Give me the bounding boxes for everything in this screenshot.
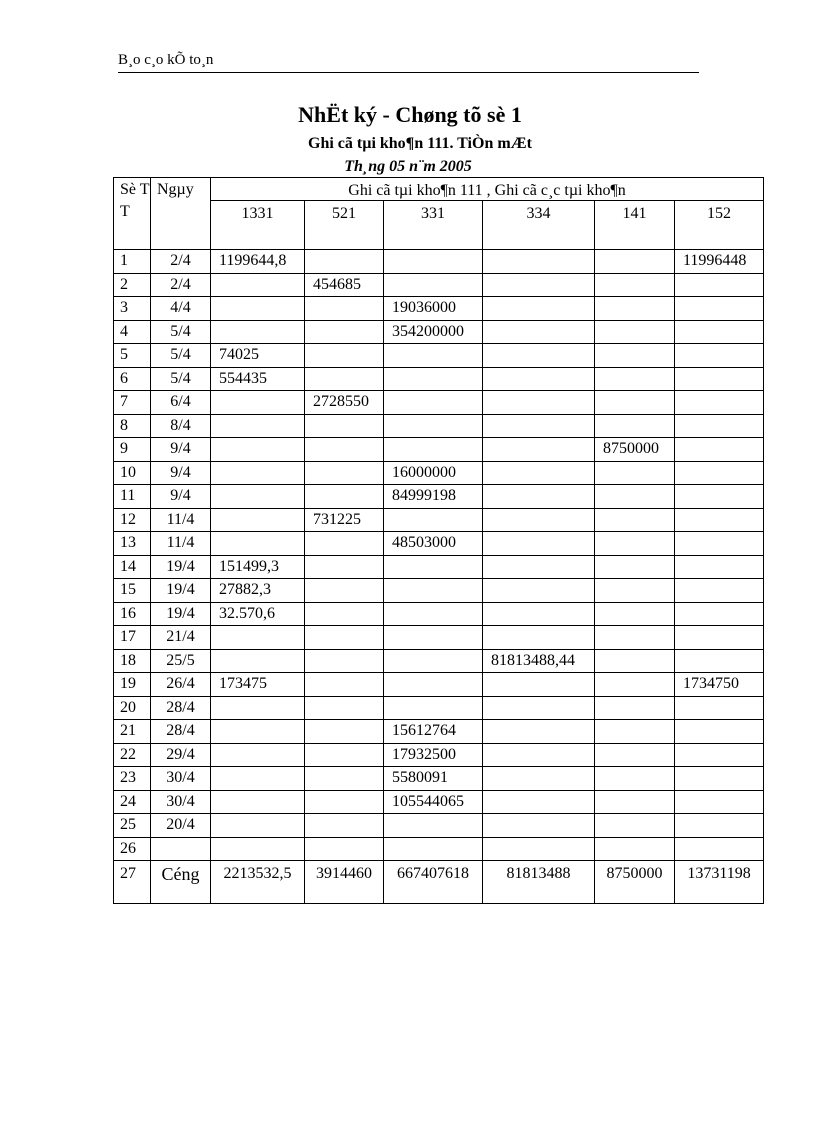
row-number: 3 xyxy=(114,297,151,321)
row-amount xyxy=(675,649,764,673)
row-number: 21 xyxy=(114,720,151,744)
row-date: 28/4 xyxy=(151,696,211,720)
row-amount xyxy=(595,414,675,438)
total-amount: 81813488 xyxy=(483,861,595,904)
ledger-body xyxy=(114,250,764,904)
row-number: 26 xyxy=(114,837,151,861)
row-amount xyxy=(675,626,764,650)
row-amount xyxy=(675,367,764,391)
row-amount xyxy=(483,579,595,603)
row-amount xyxy=(483,673,595,697)
row-amount xyxy=(384,673,483,697)
row-amount xyxy=(483,696,595,720)
row-number: 25 xyxy=(114,814,151,838)
row-amount: 32.570,6 xyxy=(211,602,305,626)
row-amount xyxy=(384,555,483,579)
total-amount: 3914460 xyxy=(305,861,384,904)
row-amount xyxy=(211,485,305,509)
row-date: 5/4 xyxy=(151,320,211,344)
row-date: 19/4 xyxy=(151,579,211,603)
col-header-account: 1331 xyxy=(211,201,305,250)
total-row-number: 27 xyxy=(114,861,151,904)
row-number: 9 xyxy=(114,438,151,462)
row-amount xyxy=(211,720,305,744)
table-row xyxy=(114,320,764,344)
table-row xyxy=(114,250,764,274)
row-amount xyxy=(595,673,675,697)
row-amount xyxy=(211,649,305,673)
row-date: 2/4 xyxy=(151,273,211,297)
row-amount: 27882,3 xyxy=(211,579,305,603)
row-amount xyxy=(384,438,483,462)
row-amount xyxy=(305,602,384,626)
row-amount xyxy=(483,461,595,485)
row-amount xyxy=(211,297,305,321)
row-amount xyxy=(483,508,595,532)
row-amount xyxy=(305,250,384,274)
row-amount xyxy=(305,320,384,344)
row-amount xyxy=(384,814,483,838)
row-amount xyxy=(305,438,384,462)
table-row xyxy=(114,790,764,814)
row-number: 6 xyxy=(114,367,151,391)
col-header-date: Ngµy xyxy=(151,178,211,250)
row-amount: 81813488,44 xyxy=(483,649,595,673)
row-amount xyxy=(675,837,764,861)
row-date: 9/4 xyxy=(151,438,211,462)
row-amount xyxy=(483,720,595,744)
row-number: 14 xyxy=(114,555,151,579)
row-amount xyxy=(384,367,483,391)
row-date: 2/4 xyxy=(151,250,211,274)
row-amount: 15612764 xyxy=(384,720,483,744)
row-amount xyxy=(305,461,384,485)
col-header-account: 521 xyxy=(305,201,384,250)
row-date: 30/4 xyxy=(151,767,211,791)
row-amount xyxy=(483,391,595,415)
row-amount xyxy=(483,814,595,838)
row-amount xyxy=(595,344,675,368)
row-amount xyxy=(675,485,764,509)
row-amount xyxy=(675,814,764,838)
row-amount xyxy=(675,414,764,438)
row-amount xyxy=(483,485,595,509)
table-row xyxy=(114,696,764,720)
row-amount xyxy=(595,837,675,861)
row-amount xyxy=(595,367,675,391)
table-row xyxy=(114,273,764,297)
row-amount: 1199644,8 xyxy=(211,250,305,274)
table-row xyxy=(114,555,764,579)
row-amount xyxy=(675,297,764,321)
row-date: 28/4 xyxy=(151,720,211,744)
row-amount xyxy=(384,414,483,438)
total-label: Céng xyxy=(151,861,211,904)
row-date: 19/4 xyxy=(151,555,211,579)
row-number: 11 xyxy=(114,485,151,509)
row-amount xyxy=(384,696,483,720)
row-number: 2 xyxy=(114,273,151,297)
row-number: 20 xyxy=(114,696,151,720)
row-amount xyxy=(384,508,483,532)
row-amount xyxy=(675,790,764,814)
row-date: 9/4 xyxy=(151,485,211,509)
table-row xyxy=(114,579,764,603)
row-number: 18 xyxy=(114,649,151,673)
row-amount xyxy=(305,814,384,838)
row-amount xyxy=(595,555,675,579)
table-row xyxy=(114,673,764,697)
row-amount xyxy=(211,767,305,791)
row-amount xyxy=(211,837,305,861)
row-amount xyxy=(305,414,384,438)
row-amount xyxy=(211,461,305,485)
row-date: 30/4 xyxy=(151,790,211,814)
row-amount xyxy=(483,344,595,368)
table-row xyxy=(114,720,764,744)
row-amount xyxy=(595,743,675,767)
row-amount xyxy=(211,320,305,344)
total-amount: 667407618 xyxy=(384,861,483,904)
table-row xyxy=(114,485,764,509)
row-amount xyxy=(305,297,384,321)
row-amount xyxy=(595,297,675,321)
col-header-account: 331 xyxy=(384,201,483,250)
row-amount xyxy=(305,837,384,861)
row-amount xyxy=(483,837,595,861)
row-number: 19 xyxy=(114,673,151,697)
row-number: 7 xyxy=(114,391,151,415)
row-amount xyxy=(483,602,595,626)
row-number: 1 xyxy=(114,250,151,274)
row-date: 21/4 xyxy=(151,626,211,650)
row-number: 13 xyxy=(114,532,151,556)
row-amount xyxy=(483,626,595,650)
row-amount xyxy=(384,602,483,626)
row-amount xyxy=(675,767,764,791)
row-date xyxy=(151,837,211,861)
row-date: 29/4 xyxy=(151,743,211,767)
table-row xyxy=(114,814,764,838)
row-date: 26/4 xyxy=(151,673,211,697)
row-amount xyxy=(305,673,384,697)
row-number: 15 xyxy=(114,579,151,603)
row-amount xyxy=(595,626,675,650)
row-amount xyxy=(384,273,483,297)
row-amount: 19036000 xyxy=(384,297,483,321)
row-amount: 151499,3 xyxy=(211,555,305,579)
row-amount xyxy=(595,814,675,838)
row-amount: 731225 xyxy=(305,508,384,532)
row-amount xyxy=(211,790,305,814)
row-amount xyxy=(305,743,384,767)
row-amount xyxy=(675,438,764,462)
row-amount xyxy=(595,320,675,344)
row-amount xyxy=(595,532,675,556)
row-amount xyxy=(211,508,305,532)
table-row xyxy=(114,461,764,485)
row-amount: 105544065 xyxy=(384,790,483,814)
row-amount xyxy=(483,790,595,814)
row-number: 8 xyxy=(114,414,151,438)
row-amount xyxy=(305,790,384,814)
row-amount xyxy=(305,626,384,650)
row-amount xyxy=(595,273,675,297)
row-amount xyxy=(384,344,483,368)
row-amount xyxy=(595,485,675,509)
table-row xyxy=(114,767,764,791)
col-header-group: Ghi cã tµi kho¶n 111 , Ghi cã c¸c tµi kho¶n xyxy=(211,178,764,201)
row-amount xyxy=(211,814,305,838)
table-row xyxy=(114,837,764,861)
row-amount xyxy=(211,743,305,767)
table-row xyxy=(114,532,764,556)
header-rule xyxy=(118,72,699,73)
table-row xyxy=(114,367,764,391)
row-amount xyxy=(595,250,675,274)
row-amount xyxy=(675,555,764,579)
row-amount xyxy=(595,649,675,673)
col-header-stt: Sè T T xyxy=(114,178,151,250)
row-number: 16 xyxy=(114,602,151,626)
row-number: 4 xyxy=(114,320,151,344)
row-amount xyxy=(595,579,675,603)
total-amount: 13731198 xyxy=(675,861,764,904)
row-amount xyxy=(305,720,384,744)
row-amount: 8750000 xyxy=(595,438,675,462)
row-amount xyxy=(384,837,483,861)
row-date: 20/4 xyxy=(151,814,211,838)
table-row xyxy=(114,649,764,673)
row-number: 23 xyxy=(114,767,151,791)
table-row xyxy=(114,626,764,650)
row-amount xyxy=(675,602,764,626)
total-amount: 2213532,5 xyxy=(211,861,305,904)
row-amount: 1734750 xyxy=(675,673,764,697)
row-date: 6/4 xyxy=(151,391,211,415)
row-amount xyxy=(483,250,595,274)
row-amount xyxy=(675,532,764,556)
row-amount xyxy=(305,649,384,673)
table-row xyxy=(114,602,764,626)
row-amount xyxy=(211,626,305,650)
row-amount xyxy=(211,532,305,556)
row-amount xyxy=(483,273,595,297)
row-date: 4/4 xyxy=(151,297,211,321)
header-title: B¸o c¸o kÕ to¸n xyxy=(118,52,214,68)
row-amount xyxy=(305,532,384,556)
row-amount xyxy=(675,743,764,767)
row-date: 5/4 xyxy=(151,344,211,368)
row-amount xyxy=(305,767,384,791)
row-date: 5/4 xyxy=(151,367,211,391)
row-amount xyxy=(483,555,595,579)
row-amount xyxy=(305,555,384,579)
table-row xyxy=(114,391,764,415)
row-number: 22 xyxy=(114,743,151,767)
row-number: 5 xyxy=(114,344,151,368)
row-number: 12 xyxy=(114,508,151,532)
row-amount: 74025 xyxy=(211,344,305,368)
row-amount: 84999198 xyxy=(384,485,483,509)
row-amount xyxy=(384,626,483,650)
row-amount: 16000000 xyxy=(384,461,483,485)
col-header-account: 141 xyxy=(595,201,675,250)
table-row xyxy=(114,508,764,532)
row-amount: 17932500 xyxy=(384,743,483,767)
row-amount xyxy=(483,438,595,462)
row-amount xyxy=(595,461,675,485)
row-amount xyxy=(675,579,764,603)
row-amount: 354200000 xyxy=(384,320,483,344)
row-date: 8/4 xyxy=(151,414,211,438)
total-row xyxy=(114,861,764,904)
row-amount xyxy=(595,508,675,532)
row-amount xyxy=(211,391,305,415)
row-number: 24 xyxy=(114,790,151,814)
row-amount xyxy=(675,273,764,297)
row-amount xyxy=(675,344,764,368)
row-amount: 48503000 xyxy=(384,532,483,556)
page-subtitle: Ghi cã tµi kho¶n 111. TiÒn mÆt xyxy=(308,135,532,152)
row-amount xyxy=(483,414,595,438)
row-amount xyxy=(211,696,305,720)
row-amount xyxy=(595,391,675,415)
row-amount xyxy=(675,696,764,720)
row-amount xyxy=(305,367,384,391)
table-row xyxy=(114,414,764,438)
ledger-table xyxy=(113,177,764,904)
row-amount: 173475 xyxy=(211,673,305,697)
row-amount: 554435 xyxy=(211,367,305,391)
page-title: NhËt ký - Chøng tõ sè 1 xyxy=(298,102,522,127)
row-amount xyxy=(211,438,305,462)
row-amount xyxy=(305,579,384,603)
table-row xyxy=(114,297,764,321)
period-label: Th¸ng 05 n¨m 2005 xyxy=(344,158,472,175)
row-amount: 454685 xyxy=(305,273,384,297)
row-amount xyxy=(675,320,764,344)
row-amount xyxy=(595,720,675,744)
row-amount xyxy=(483,767,595,791)
row-amount: 5580091 xyxy=(384,767,483,791)
row-amount xyxy=(384,649,483,673)
row-amount xyxy=(384,579,483,603)
table-row xyxy=(114,438,764,462)
row-amount xyxy=(483,320,595,344)
row-amount xyxy=(595,602,675,626)
table-row xyxy=(114,743,764,767)
col-header-account: 334 xyxy=(483,201,595,250)
row-amount xyxy=(595,767,675,791)
total-amount: 8750000 xyxy=(595,861,675,904)
row-amount xyxy=(675,461,764,485)
row-date: 9/4 xyxy=(151,461,211,485)
row-amount xyxy=(384,250,483,274)
row-amount xyxy=(211,273,305,297)
row-amount xyxy=(483,532,595,556)
row-amount xyxy=(483,743,595,767)
row-amount xyxy=(211,414,305,438)
row-amount xyxy=(595,696,675,720)
row-number: 10 xyxy=(114,461,151,485)
row-date: 25/5 xyxy=(151,649,211,673)
row-amount xyxy=(675,391,764,415)
row-amount xyxy=(595,790,675,814)
row-amount xyxy=(305,485,384,509)
row-amount xyxy=(384,391,483,415)
row-amount xyxy=(483,297,595,321)
row-number: 17 xyxy=(114,626,151,650)
row-amount xyxy=(483,367,595,391)
row-date: 19/4 xyxy=(151,602,211,626)
row-amount: 11996448 xyxy=(675,250,764,274)
row-date: 11/4 xyxy=(151,508,211,532)
row-date: 11/4 xyxy=(151,532,211,556)
col-header-account: 152 xyxy=(675,201,764,250)
table-row xyxy=(114,344,764,368)
row-amount: 2728550 xyxy=(305,391,384,415)
row-amount xyxy=(305,696,384,720)
row-amount xyxy=(305,344,384,368)
row-amount xyxy=(675,720,764,744)
row-amount xyxy=(675,508,764,532)
